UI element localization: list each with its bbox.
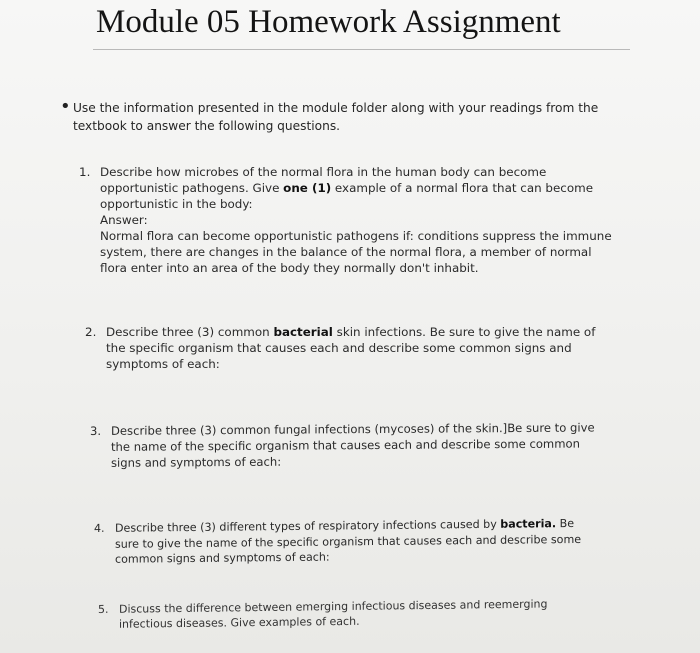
question-line: the specific organism that causes each and describe some common signs and — [106, 341, 572, 355]
emphasis-text: bacterial — [273, 325, 333, 339]
question-body — [111, 419, 595, 470]
question-line: sure to give the name of the specific organism that causes each and describe some — [115, 532, 582, 551]
bullet-marker: • — [60, 96, 71, 117]
question-body — [119, 597, 547, 632]
answer-line: Normal flora can become opportunistic pathogens if: conditions suppress the immune — [100, 229, 612, 243]
text-segment: skin infections. Be sure to give the name of — [332, 325, 596, 339]
question-body — [106, 324, 595, 372]
question-line: Discuss the difference between emerging infectious diseases and reemerging — [119, 597, 548, 616]
text-segment: Describe three (3) common — [106, 325, 274, 339]
text-segment: Be — [556, 516, 575, 531]
title-divider — [93, 49, 630, 50]
question-line: opportunistic in the body: — [100, 197, 253, 211]
intro-text: Use the information presented in the module folder along with your readings from the textbook to answer the following questions. — [73, 101, 599, 133]
question-number: 3. — [90, 423, 102, 438]
question-body — [100, 164, 612, 276]
question-line: common signs and symptoms of each: — [115, 550, 330, 566]
text-segment: opportunistic pathogens. Give — [100, 181, 284, 195]
question-number: 4. — [94, 521, 105, 535]
text-segment: example of a normal flora that can become — [331, 181, 594, 195]
question-number: 1. — [79, 165, 91, 179]
question-line: symptoms of each: — [106, 357, 220, 371]
answer-line: flora enter into an area of the body they normally don't inhabit. — [100, 261, 479, 275]
question-line: Describe how microbes of the normal flora in the human body can become — [100, 165, 547, 179]
answer-line: system, there are changes in the balance of the normal flora, a member of normal — [100, 245, 592, 259]
page-title: Module 05 Homework Assignment — [96, 4, 561, 40]
question-number: 5. — [98, 602, 109, 616]
question-number: 2. — [85, 325, 97, 339]
question-line: infectious diseases. Give examples of each. — [119, 614, 360, 631]
question-line — [106, 324, 595, 340]
question-body — [115, 516, 581, 567]
text-segment: Describe three (3) different types of respiratory infections caused by — [115, 517, 501, 535]
answer-label: Answer: — [100, 213, 148, 227]
question-line — [100, 180, 612, 196]
emphasis-text: one (1) — [283, 181, 332, 195]
emphasis-text: bacteria. — [500, 517, 557, 531]
question-line: the name of the specific organism that causes each and describe some common — [111, 436, 580, 454]
question-line: signs and symptoms of each: — [111, 454, 282, 470]
question-line: Describe three (3) common fungal infections (mycoses) of the skin.]Be sure to give — [111, 420, 595, 438]
